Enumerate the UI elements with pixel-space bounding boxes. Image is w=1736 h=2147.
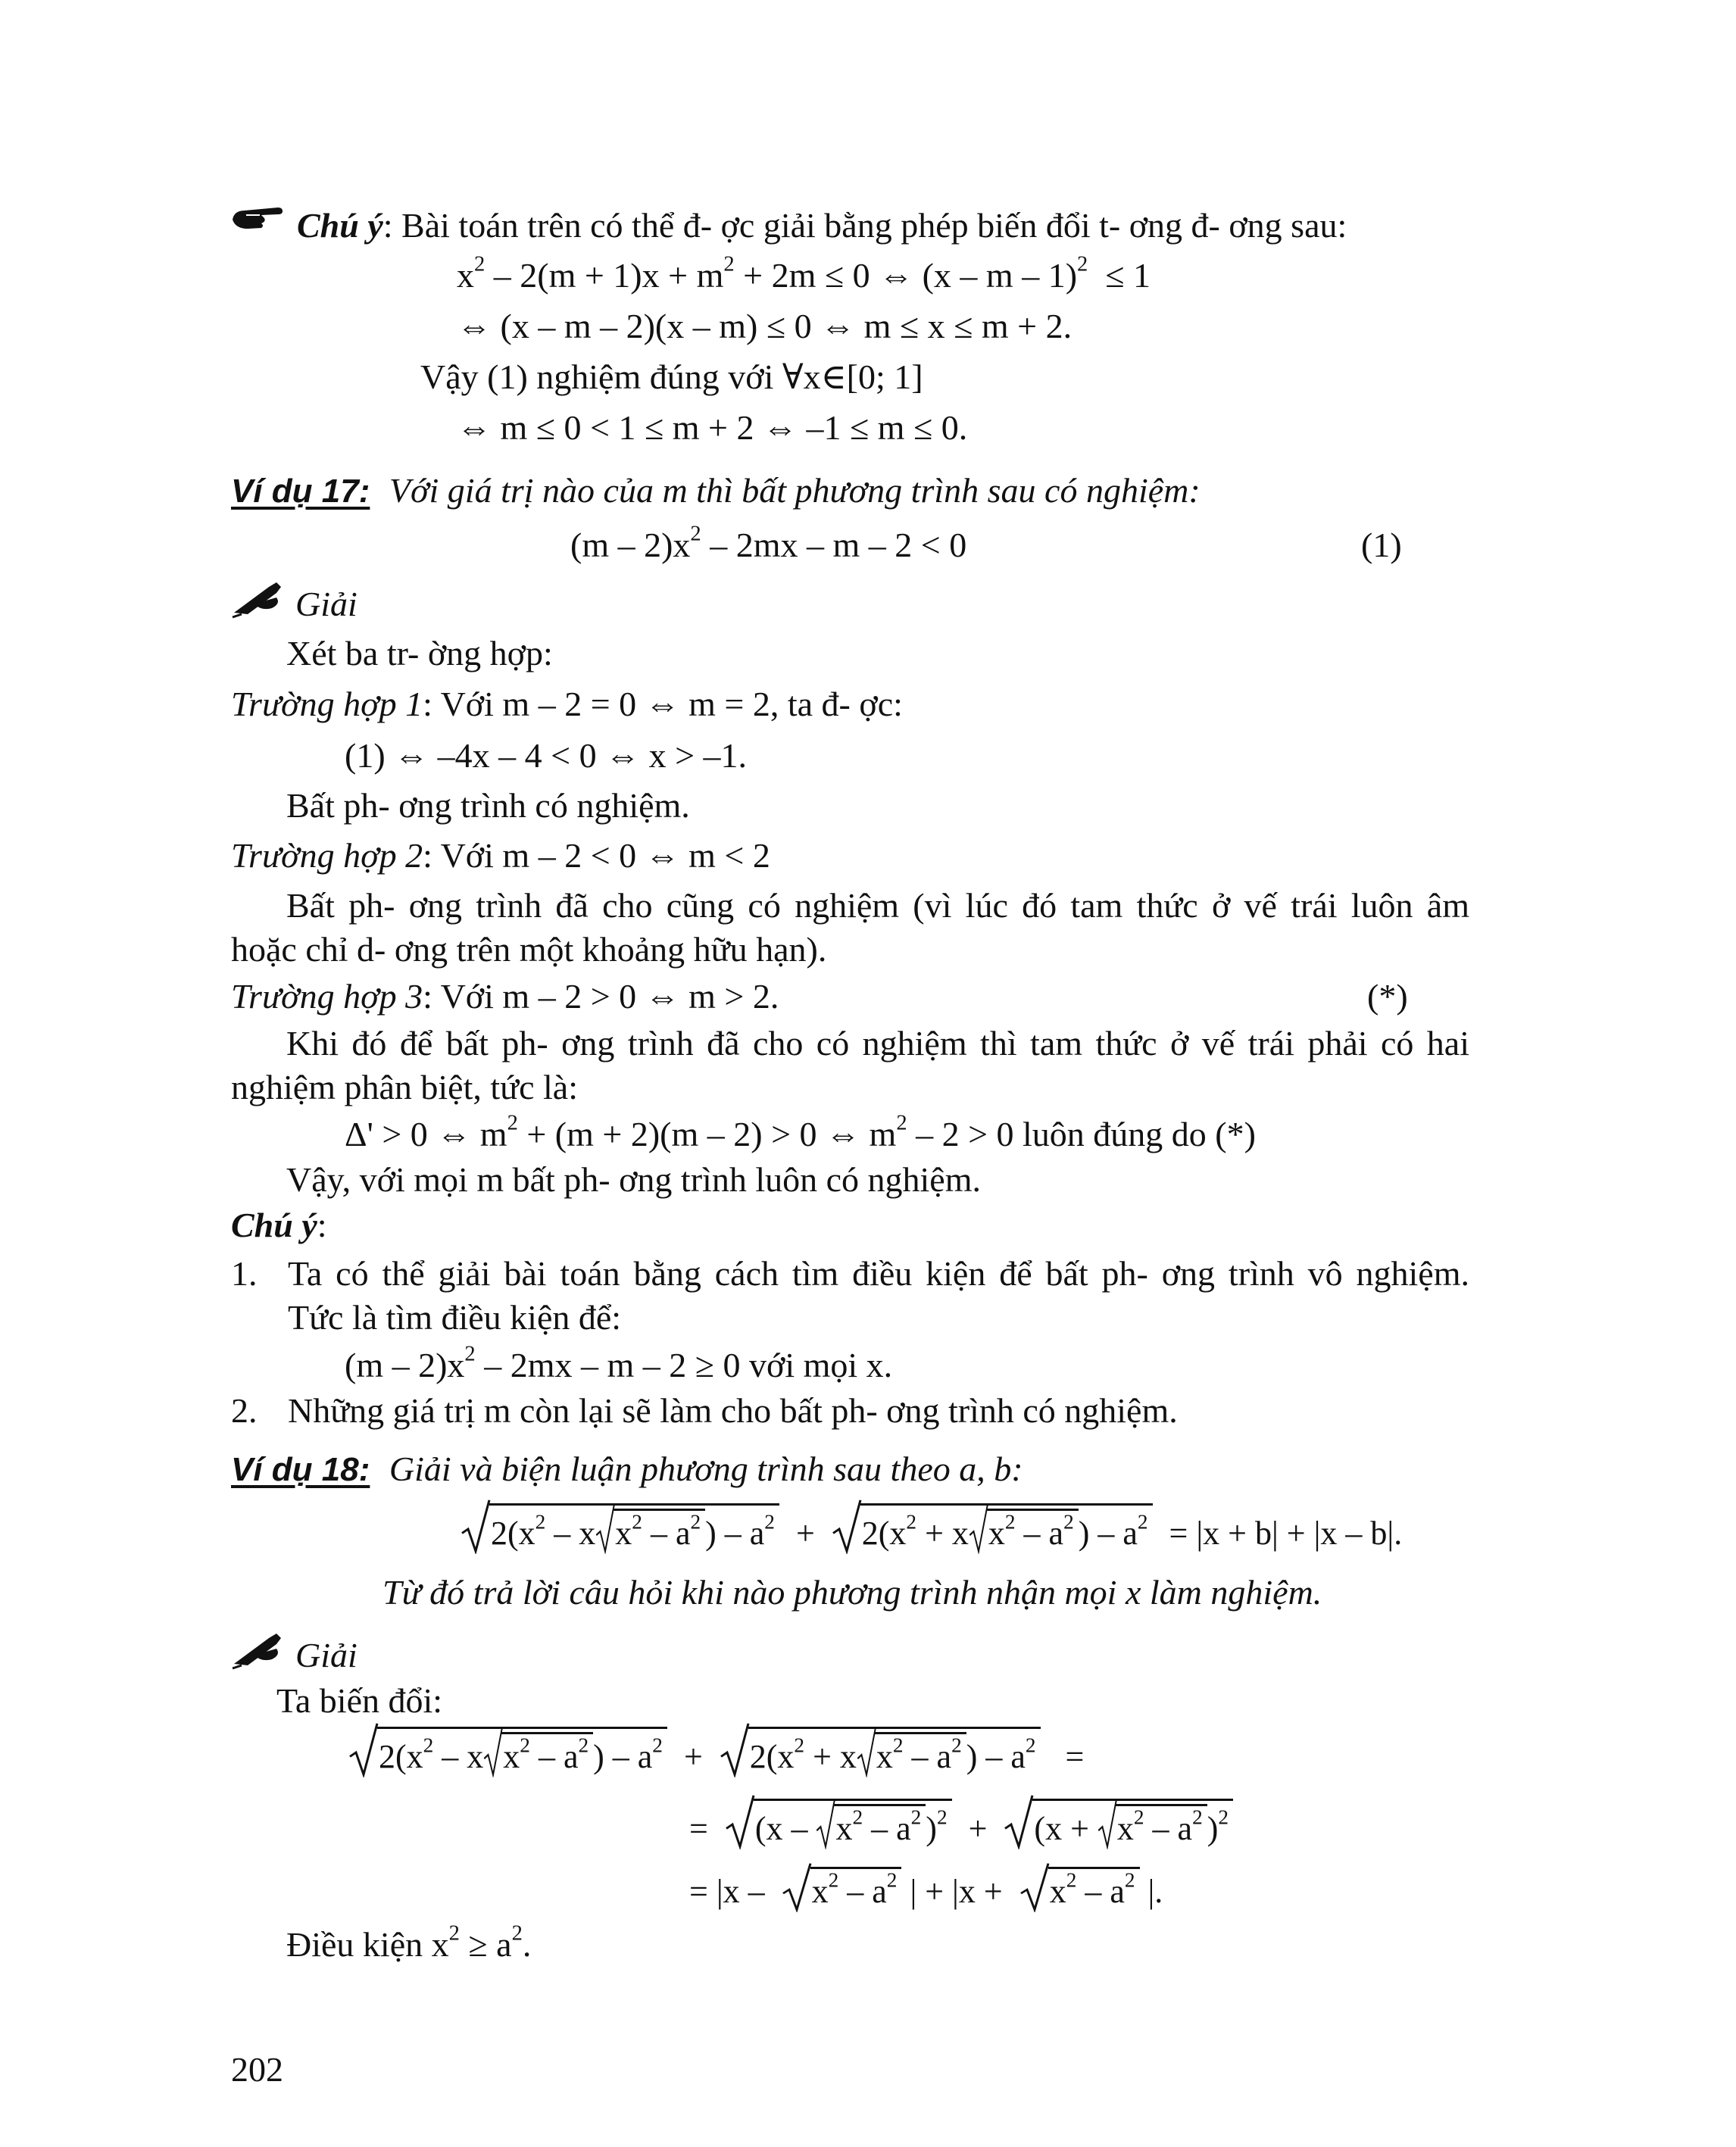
note-item-1-p2: Tức là tìm điều kiện để:	[288, 1298, 622, 1337]
case2-line	[231, 835, 770, 876]
case2-p2: hoặc chỉ d- ơng trên một khoảng hữu hạn).	[231, 930, 827, 969]
case3-text: : Với m – 2 > 0 ⇔ m > 2.	[423, 977, 779, 1016]
case1-line	[231, 683, 903, 725]
example18-heading	[231, 1448, 1023, 1490]
note1-heading	[297, 204, 1347, 246]
case2-label: Trường hợp 2	[231, 836, 423, 875]
case1-label: Trường hợp 1	[231, 685, 423, 723]
note1-label: Chú ý	[297, 206, 383, 245]
example18-prompt2: Từ đó trả lời câu hỏi khi nào phương trình nhận mọi x làm nghiệm.	[382, 1573, 1322, 1612]
example17-heading	[231, 470, 1201, 512]
note1-text: : Bài toán trên có thể đ- ợc giải bằng phép biến đổi t- ơng đ- ơng sau:	[382, 206, 1347, 245]
case1-eq: (1) ⇔ –4x – 4 < 0 ⇔ x > –1.	[345, 736, 748, 775]
page-number: 202	[231, 2050, 283, 2089]
example18-label: Ví dụ 18:	[231, 1451, 370, 1488]
case3-line	[231, 975, 779, 1017]
example17-label: Ví dụ 17:	[231, 473, 370, 510]
transform-line-2: = (x – $x^2 - a^2$ )$^2$ + (x + $x^2 - a^2$ )$^2$	[689, 1799, 1233, 1849]
example17-prompt: Với giá trị nào của m thì bất phương trình sau có nghiệm:	[389, 471, 1201, 510]
transform-line-1: $2(x^2$ – x $x^2 - a^2$ ) – $a^2$ + $2(x^2 + x$ $x^2 - a^2$ ) – $a^2$ =	[348, 1727, 1084, 1777]
case3-p2: nghiệm phân biệt, tức là:	[231, 1068, 578, 1106]
note1-eq1: $x^2 - 2(m + 1)x + m^2 + 2m \le 0$ ⇔ (x – m – 1)$^2$ ≤ 1	[457, 252, 1151, 295]
case1-result: Bất ph- ơng trình có nghiệm.	[286, 786, 690, 825]
note-item-1-eq: $(m - 2)x^2 - 2mx - m - 2 \ge 0$ với mọi x.	[345, 1342, 893, 1384]
example17-equation: $(m - 2)x^2 - 2mx - m - 2 < 0$	[570, 522, 967, 564]
example17-eq-number: (1)	[1361, 526, 1402, 564]
case3-label: Trường hợp 3	[231, 977, 423, 1016]
note-item-2-number: 2.	[231, 1391, 258, 1430]
transform-line-3: = |x – $x^2 - a^2$ | + |x + $x^2 - a^2$ |.	[689, 1867, 1163, 1912]
note-item-1-p1: Ta có thể giải bài toán bằng cách tìm điều kiện để bất ph- ơng trình vô nghiệm.	[288, 1254, 1469, 1293]
example17-s1: Xét ba tr- ờng hợp:	[286, 634, 553, 672]
example17-note-label: Chú ý	[231, 1206, 317, 1244]
example18-condition: Điều kiện $x^2 \ge a^2$.	[286, 1921, 532, 1964]
case3-mark: (*)	[1367, 977, 1408, 1016]
case1-text: : Với m – 2 = 0 ⇔ m = 2, ta đ- ợc:	[423, 685, 903, 723]
example18-solution-label: Giải	[295, 1636, 358, 1674]
pointing-hand-icon	[231, 203, 284, 233]
note-item-1-number: 1.	[231, 1254, 258, 1293]
example18-prompt: Giải và biện luận phương trình sau theo a, b:	[389, 1450, 1023, 1488]
note1-eq3: Vậy (1) nghiệm đúng với ∀x∈[0; 1]	[420, 357, 923, 396]
case3-p1: Khi đó để bất ph- ơng trình đã cho có nghiệm thì tam thức ở vế trái phải có hai	[286, 1024, 1469, 1063]
case2-p1: Bất ph- ơng trình đã cho cũng có nghiệm (vì lúc đó tam thức ở vế trái luôn âm	[286, 886, 1469, 925]
example17-note-colon: :	[317, 1206, 327, 1244]
example17-conclusion: Vậy, với mọi m bất ph- ơng trình luôn có nghiệm.	[286, 1160, 981, 1199]
example18-s1: Ta biến đổi:	[276, 1681, 443, 1720]
writing-hand-icon	[231, 581, 286, 619]
example18-equation: $2(x^2$ – x $x^2 - a^2$ ) – $a^2$ + $2(x^2 + x$ $x^2 - a^2$ ) – $a^2 = |x + b| + |x - b|$.	[461, 1503, 1402, 1554]
writing-hand-icon-2	[231, 1632, 286, 1670]
note1-eq2: ⇔ (x – m – 2)(x – m) ≤ 0 ⇔ m ≤ x ≤ m + 2.	[457, 307, 1073, 345]
case2-text: : Với m – 2 < 0 ⇔ m < 2	[423, 836, 770, 875]
example17-note	[231, 1204, 327, 1246]
example17-solution-label: Giải	[295, 585, 358, 623]
note1-eq4: ⇔ m ≤ 0 < 1 ≤ m + 2 ⇔ –1 ≤ m ≤ 0.	[457, 408, 968, 447]
note-item-2-text: Những giá trị m còn lại sẽ làm cho bất ph- ơng trình có nghiệm.	[288, 1391, 1178, 1430]
case3-eq: Δ' > 0 ⇔ $m^2 + (m + 2)(m - 2) > 0$ ⇔ $m^2 - 2 > 0$ luôn đúng do (*)	[345, 1111, 1256, 1153]
example18-rhs: = |x + b| + |x – b|.	[1169, 1515, 1403, 1552]
